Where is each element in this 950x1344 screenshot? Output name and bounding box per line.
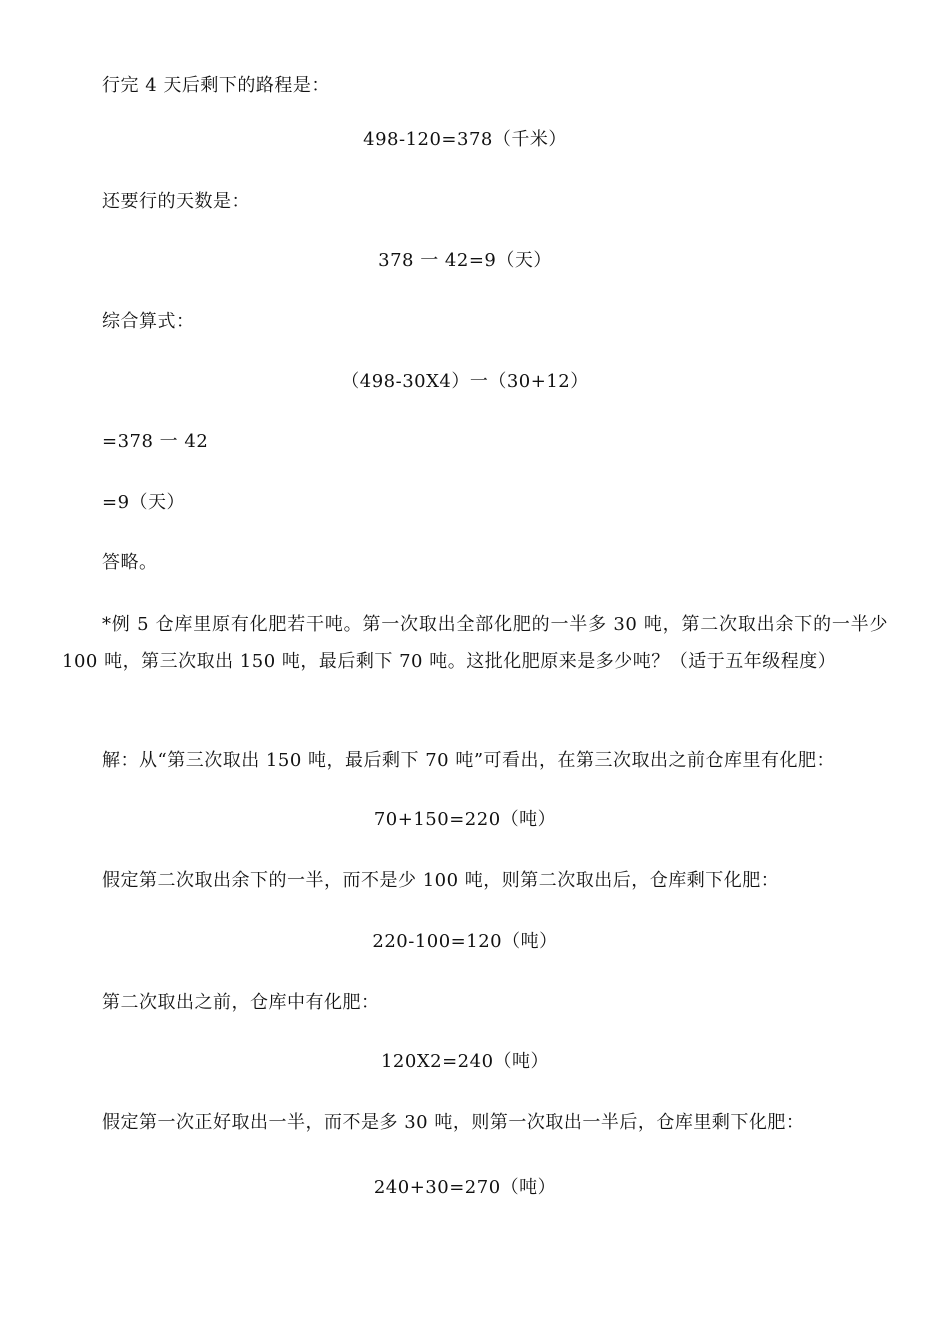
equation: 220-100=120（吨） bbox=[372, 931, 558, 952]
equation: 498-120=378（千米） bbox=[363, 129, 567, 150]
text-line: 假定第一次正好取出一半，而不是多 30 吨，则第一次取出一半后，仓库里剩下化肥： bbox=[102, 1112, 805, 1133]
text-line: 第二次取出之前，仓库中有化肥： bbox=[102, 992, 380, 1013]
text-line: 行完 4 天后剩下的路程是： bbox=[102, 75, 330, 96]
text-line: 综合算式： bbox=[102, 311, 195, 332]
equation-step: =9（天） bbox=[102, 492, 186, 513]
equation: 70+150=220（吨） bbox=[373, 809, 557, 830]
equation: 378 一 42=9（天） bbox=[378, 250, 552, 271]
text-line: 假定第二次取出余下的一半，而不是少 100 吨，则第二次取出后，仓库剩下化肥： bbox=[102, 870, 780, 891]
equation-step: =378 一 42 bbox=[102, 431, 209, 452]
equation: 240+30=270（吨） bbox=[373, 1177, 557, 1198]
solution-intro: 解：从“第三次取出 150 吨，最后剩下 70 吨”可看出，在第三次取出之前仓库里有化肥： bbox=[102, 750, 836, 771]
example-5-problem: *例 5 仓库里原有化肥若干吨。第一次取出全部化肥的一半多 30 吨，第二次取出余下的一半少 100 吨，第三次取出 150 吨，最后剩下 70 吨。这批化肥原来是多少吨？（适于五年级程度） bbox=[62, 614, 888, 672]
equation: 120X2=240（吨） bbox=[380, 1051, 550, 1072]
answer-line: 答略。 bbox=[102, 552, 158, 573]
equation: （498-30X4）一（30+12） bbox=[341, 371, 589, 392]
text-line: 还要行的天数是： bbox=[102, 191, 250, 212]
